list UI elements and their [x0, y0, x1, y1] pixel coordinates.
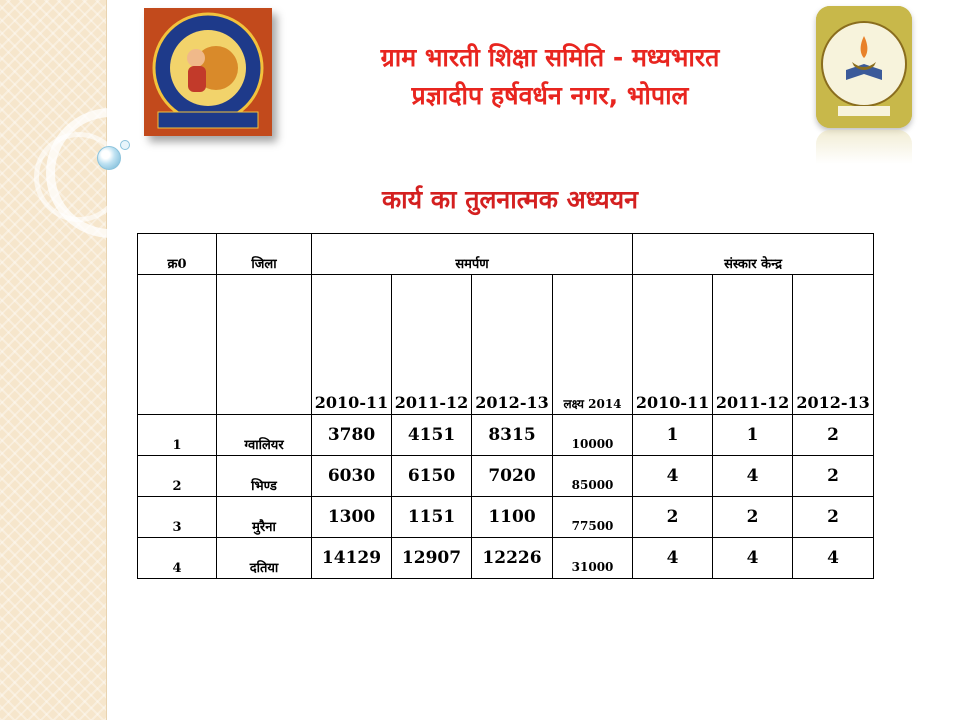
kendra-cell: 4: [633, 538, 713, 579]
serial-cell: 3: [138, 497, 217, 538]
header-serial: क्र0: [138, 234, 217, 275]
organization-title: ग्राम भारती शिक्षा समिति - मध्यभारत: [380, 43, 720, 72]
year-header: 2012-13: [472, 275, 553, 415]
samarpan-cell: 14129: [312, 538, 392, 579]
target-cell: 85000: [553, 456, 633, 497]
empty-cell: [217, 275, 312, 415]
kendra-cell: 2: [633, 497, 713, 538]
header-samarpan: समर्पण: [312, 234, 633, 275]
table-row: [138, 456, 874, 497]
year-header: 2011-12: [392, 275, 472, 415]
year-header: 2010-11: [312, 275, 392, 415]
serial-cell: 4: [138, 538, 217, 579]
header-sanskar-kendra: संस्कार केन्द्र: [633, 234, 874, 275]
table-header-row: [138, 234, 874, 275]
vidya-bharati-logo: [816, 6, 912, 128]
kendra-cell: 2: [793, 456, 874, 497]
table-year-row: [138, 275, 874, 415]
kendra-cell: 4: [793, 538, 874, 579]
samarpan-cell: 3780: [312, 415, 392, 456]
year-header: 2012-13: [793, 275, 874, 415]
samarpan-cell: 12907: [392, 538, 472, 579]
kendra-cell: 4: [713, 456, 793, 497]
kendra-cell: 1: [633, 415, 713, 456]
samarpan-cell: 4151: [392, 415, 472, 456]
samarpan-cell: 1300: [312, 497, 392, 538]
target-header: लक्ष्य 2014: [553, 275, 633, 415]
saraswati-shishu-mandir-logo: [144, 8, 272, 136]
samarpan-cell: 12226: [472, 538, 553, 579]
year-header: 2010-11: [633, 275, 713, 415]
target-cell: 31000: [553, 538, 633, 579]
table-row: [138, 415, 874, 456]
serial-cell: 1: [138, 415, 217, 456]
decorative-bubble: [97, 146, 121, 170]
samarpan-cell: 8315: [472, 415, 553, 456]
header-district: जिला: [217, 234, 312, 275]
kendra-cell: 2: [793, 497, 874, 538]
samarpan-cell: 1100: [472, 497, 553, 538]
table-row: [138, 538, 874, 579]
samarpan-cell: 6030: [312, 456, 392, 497]
organization-address: प्रज्ञादीप हर्षवर्धन नगर, भोपाल: [411, 81, 689, 110]
district-cell: मुरैना: [217, 497, 312, 538]
target-cell: 77500: [553, 497, 633, 538]
decorative-side-stripe: [0, 0, 107, 720]
lamp-book-icon: [816, 6, 912, 128]
comparison-table: [137, 233, 874, 579]
emblem-icon: [144, 8, 272, 136]
kendra-cell: 2: [713, 497, 793, 538]
kendra-cell: 4: [633, 456, 713, 497]
district-cell: दतिया: [217, 538, 312, 579]
serial-cell: 2: [138, 456, 217, 497]
samarpan-cell: 7020: [472, 456, 553, 497]
empty-cell: [138, 275, 217, 415]
slide-subtitle: कार्य का तुलनात्मक अध्ययन: [381, 185, 639, 214]
year-header: 2011-12: [713, 275, 793, 415]
kendra-cell: 1: [713, 415, 793, 456]
kendra-cell: 4: [713, 538, 793, 579]
table-row: [138, 497, 874, 538]
kendra-cell: 2: [793, 415, 874, 456]
target-cell: 10000: [553, 415, 633, 456]
district-cell: भिण्ड: [217, 456, 312, 497]
decorative-bubble-small: [120, 140, 130, 150]
logo-reflection: [816, 130, 912, 164]
samarpan-cell: 1151: [392, 497, 472, 538]
district-cell: ग्वालियर: [217, 415, 312, 456]
samarpan-cell: 6150: [392, 456, 472, 497]
